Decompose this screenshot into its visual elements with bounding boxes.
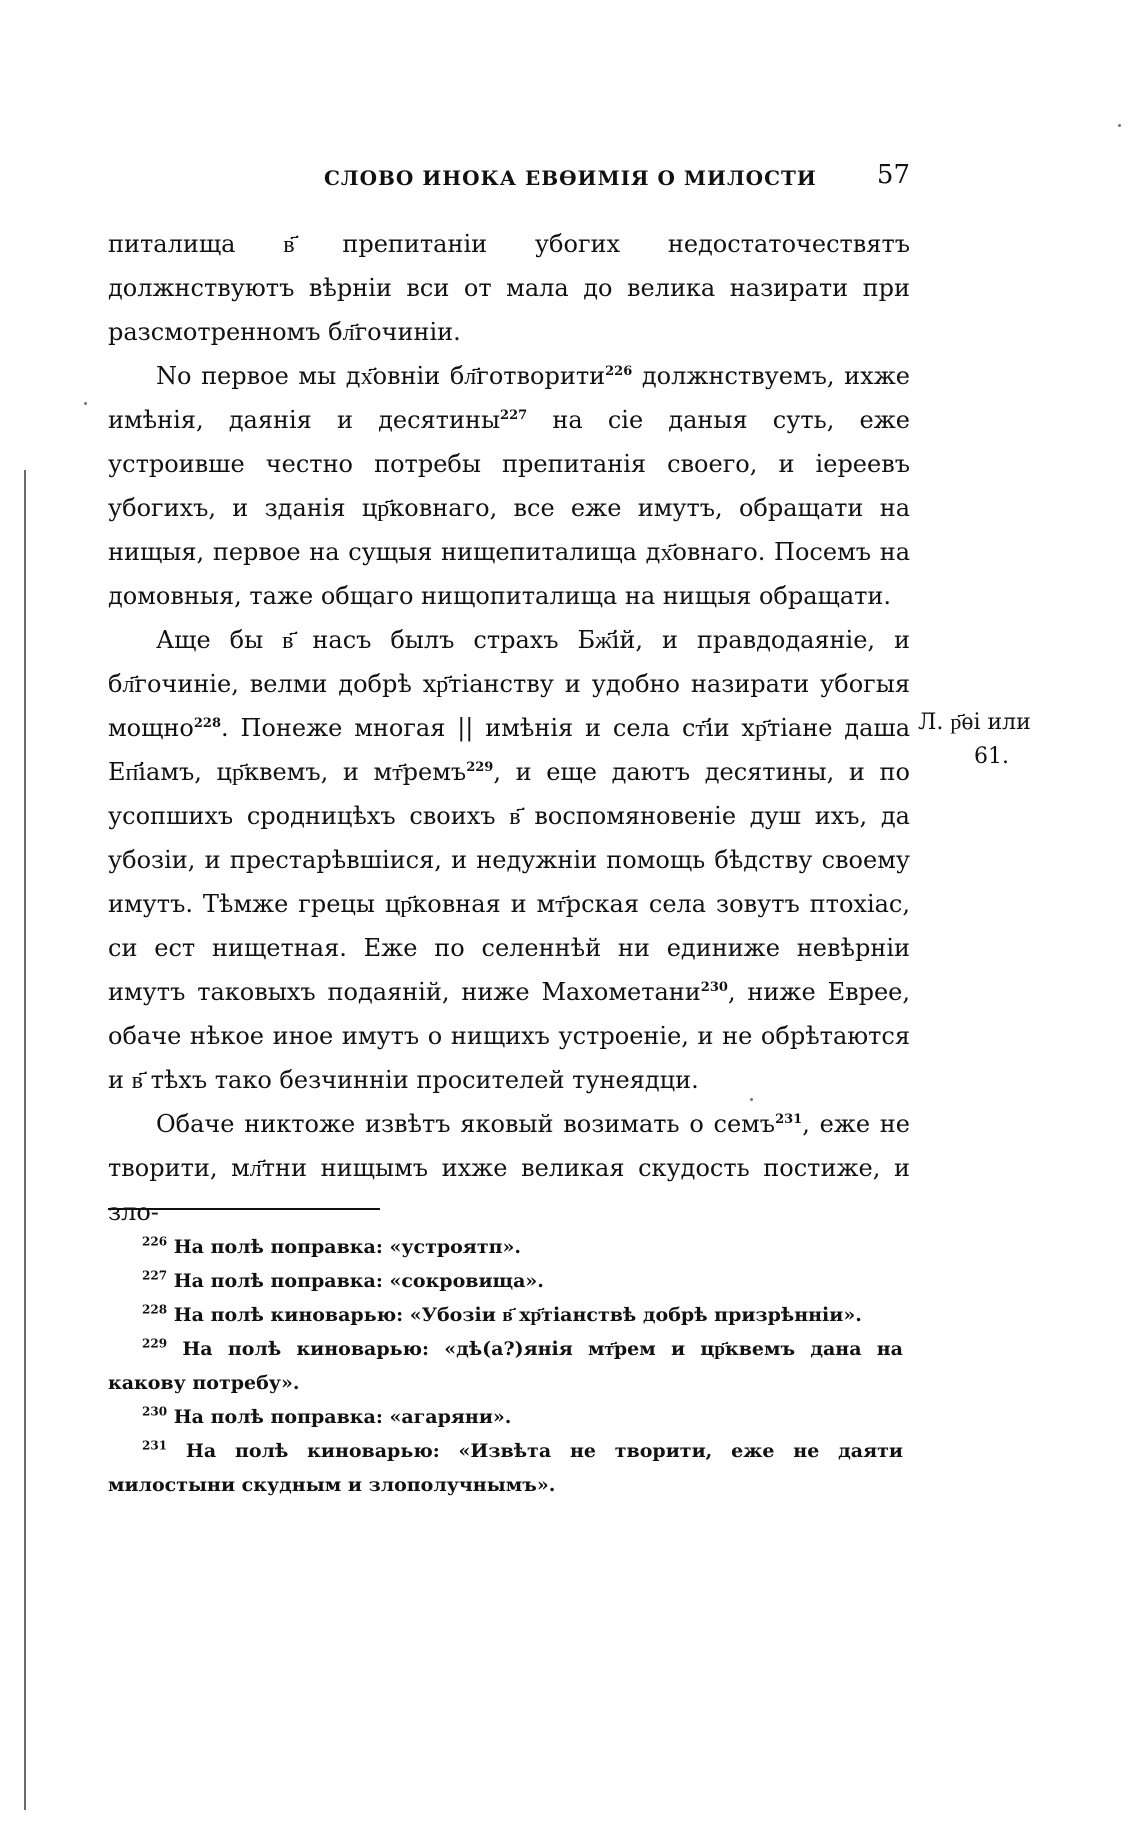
margin-note-page: 61.	[974, 744, 1009, 769]
footnote-reference: 231	[775, 1112, 803, 1127]
footnote-text: На полѣ поправка: «устроятп».	[173, 1236, 522, 1258]
paragraph-text: , еже не творити, мл҃тни нищымъ ихже великая скудость постиже, и зло-	[108, 1110, 910, 1226]
footnote-reference: 228	[193, 716, 222, 731]
paragraph-text: питалища в҃ препитанiи убогих недостаточествятъ должнствуютъ вѣрнiи вси от мала до велика назирати при разсмотренномъ бл҃гочинiи.	[108, 230, 910, 346]
paragraph-text: Nо первое мы дх҃овнiи бл҃готворити	[156, 362, 606, 390]
footnote-number: 227	[142, 1268, 168, 1283]
paragraph	[108, 618, 910, 1102]
footnote-number: 231	[142, 1438, 168, 1453]
scan-edge-line	[24, 470, 26, 1810]
paragraph-text: на сiе даныя суть, еже устроивше честно потребы препитанiя своего, и iереевъ убогихъ, и зданiя цр҃ковнаго, все еже имутъ, обращати на нищыя, первое на сущыя нищепиталища дх҃овнаго. Посемъ на домовныя, таже общаго нищопиталища на нищыя обращати.	[108, 406, 910, 610]
paragraph	[108, 222, 910, 354]
running-header	[108, 160, 910, 200]
paragraph-text: . Понеже многая || имѣнiя и села ст҃iи хр҃тiане даша Еп҃iамъ, цр҃квемъ, и мт҃ремъ	[108, 714, 910, 786]
footnote-reference: 230	[700, 980, 728, 995]
paragraph-text: , ниже Евреe, обаче нѣкое иное имутъ о нищихъ устроенiе, и не обрѣтаются и в҃ тѣхъ тако безчиннiи просителей тунеядци.	[108, 978, 910, 1094]
paragraph-text: , и еще даютъ десятины, и по усопшихъ сродницѣхъ своихъ в҃ воспомяновенiе душ ихъ, да убозiи, и престарѣвшiися, и недужнiи помощь бѣдству своему имутъ. Тѣмже грецы цр҃ковная и мт҃рская села зовутъ птохiас, си ест нищетная. Еже по селеннѣй ни единиже невѣрнiи имутъ таковыхъ подаянiй, ниже Махометани	[108, 758, 910, 1006]
paragraph	[108, 1102, 910, 1234]
scan-speck	[84, 402, 87, 405]
page-number: 57	[876, 160, 910, 190]
header-title: СЛОВО ИНОКА ЕВѲИМІЯ О МИЛОСТИ	[324, 166, 817, 190]
footnote-number: 228	[142, 1302, 168, 1317]
footnote	[108, 1230, 903, 1264]
footnote-text: На полѣ киноварью: «дѣ(а?)янiя мт҃рем и цр҃квемъ дана на какову потребу».	[108, 1338, 903, 1394]
footnote-reference: 227	[500, 408, 528, 423]
margin-note-folio: Л. р҃ѳi или	[918, 710, 1031, 735]
footnote-divider	[108, 1208, 380, 1210]
paragraph-text: Обаче никтоже извѣтъ яковый возимать о семъ	[156, 1110, 776, 1138]
footnote	[108, 1298, 903, 1332]
footnote-reference: 229	[466, 760, 494, 775]
footnote-number: 230	[142, 1404, 168, 1419]
footnote	[108, 1434, 903, 1502]
paragraph-text: должнствуемъ, ихже имѣнiя, даянiя и десятины	[108, 362, 910, 434]
footnote-text: На полѣ поправка: «сокровища».	[173, 1270, 544, 1292]
footnote-reference: 226	[605, 364, 633, 379]
paragraph	[108, 354, 910, 618]
footnotes	[108, 1230, 903, 1502]
footnote-text: На полѣ киноварью: «Извѣта не творити, еже не даяти милостыни скудным и злополучнымъ».	[108, 1440, 903, 1496]
footnote-text: На полѣ поправка: «агаряни».	[173, 1406, 512, 1428]
footnote-text: На полѣ киноварью: «Убозiи в҃ хр҃тiанствѣ добрѣ призрѣннiи».	[173, 1304, 862, 1326]
footnote	[108, 1400, 903, 1434]
footnote-number: 226	[142, 1234, 168, 1249]
footnote-number: 229	[142, 1336, 168, 1351]
body-text	[108, 222, 910, 1234]
paragraph-text: Аще бы в҃ насъ былъ страхъ Бж҃iй, и правдодаянiе, и бл҃гочинiе, велми добрѣ хр҃тiанству и удобно назирати убогыя мощно	[108, 626, 910, 742]
margin-note	[918, 706, 1038, 774]
scan-speck	[1118, 124, 1121, 127]
footnote	[108, 1264, 903, 1298]
footnote	[108, 1332, 903, 1400]
